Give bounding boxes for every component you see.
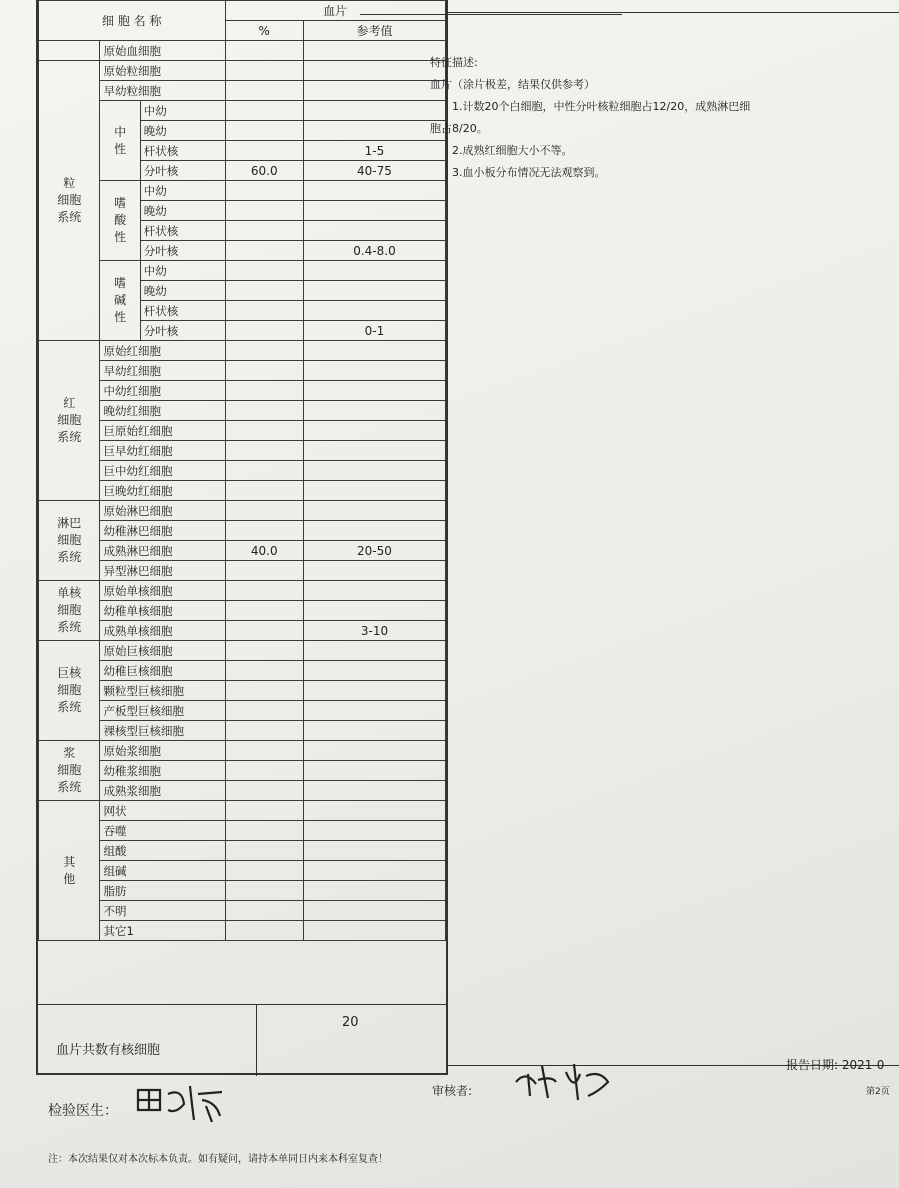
page-mark: 第2页 <box>866 1087 890 1097</box>
table-row <box>39 401 446 421</box>
cell-name: 幼稚单核细胞 <box>100 601 225 621</box>
percent-value <box>225 321 303 341</box>
cell-name: 成熟浆细胞 <box>100 781 225 801</box>
percent-value <box>225 561 303 581</box>
group-label: 单核 细胞 系统 <box>39 581 100 641</box>
percent-value <box>225 741 303 761</box>
percent-value <box>225 801 303 821</box>
header-reference: 参考值 <box>303 21 445 41</box>
table-row <box>39 701 446 721</box>
table-row <box>39 181 446 201</box>
cell-name: 巨早幼红细胞 <box>100 441 225 461</box>
group-label: 巨核 细胞 系统 <box>39 641 100 741</box>
cell-name: 其它1 <box>100 921 225 941</box>
table-row <box>39 881 446 901</box>
percent-value <box>225 901 303 921</box>
cell-name: 早幼粒细胞 <box>100 81 225 101</box>
subgroup-label: 中 性 <box>100 101 140 181</box>
total-nucleated-row <box>36 1004 448 1075</box>
description-item: 3.血小板分布情况无法观察到。 <box>452 166 606 179</box>
reference-value <box>303 221 445 241</box>
cell-name: 分叶核 <box>140 161 225 181</box>
percent-value <box>225 701 303 721</box>
percent-value <box>225 241 303 261</box>
cell-name: 幼稚巨核细胞 <box>100 661 225 681</box>
cell-name: 杆状核 <box>140 221 225 241</box>
table-row <box>39 421 446 441</box>
cell-name: 原始单核细胞 <box>100 581 225 601</box>
percent-value <box>225 401 303 421</box>
cell-name: 组碱 <box>100 861 225 881</box>
percent-value <box>225 221 303 241</box>
reference-value <box>303 881 445 901</box>
table-row <box>39 821 446 841</box>
reference-value <box>303 421 445 441</box>
table-row <box>39 901 446 921</box>
table-row <box>39 601 446 621</box>
table-row <box>39 341 446 361</box>
percent-value <box>225 601 303 621</box>
percent-value <box>225 341 303 361</box>
percent-value <box>225 681 303 701</box>
reference-value <box>303 41 445 61</box>
total-divider <box>256 1005 257 1076</box>
report-date: 报告日期: 2021-0 <box>786 1058 885 1072</box>
reference-value <box>303 701 445 721</box>
header-row <box>39 1 446 21</box>
table-row <box>39 561 446 581</box>
table-row <box>39 521 446 541</box>
group-label: 淋巴 细胞 系统 <box>39 501 100 581</box>
table-row <box>39 921 446 941</box>
percent-value <box>225 101 303 121</box>
total-value: 20 <box>342 1015 359 1030</box>
reference-value <box>303 561 445 581</box>
table-row <box>39 741 446 761</box>
cell-name: 杆状核 <box>140 301 225 321</box>
description-item: 1.计数20个白细胞，中性分叶核粒细胞占12/20，成熟淋巴细 <box>452 100 751 113</box>
table-row <box>39 61 446 81</box>
percent-value <box>225 421 303 441</box>
cell-name: 幼稚淋巴细胞 <box>100 521 225 541</box>
percent-value <box>225 441 303 461</box>
percent-value <box>225 661 303 681</box>
table-row <box>39 721 446 741</box>
percent-value <box>225 501 303 521</box>
percent-value <box>225 481 303 501</box>
percent-value <box>225 81 303 101</box>
percent-value <box>225 521 303 541</box>
reference-value <box>303 661 445 681</box>
cell-name: 中幼 <box>140 101 225 121</box>
table-row <box>39 501 446 521</box>
cell-count-table-frame <box>36 0 448 1075</box>
table-row <box>39 841 446 861</box>
cell-name: 中幼 <box>140 261 225 281</box>
feature-description <box>430 52 870 184</box>
percent-value <box>225 841 303 861</box>
doctor-signature <box>132 1076 232 1126</box>
footer-note: 注：本次结果仅对本次标本负责。如有疑问，请持本单同日内来本科室复查！ <box>48 1154 388 1165</box>
reference-value <box>303 121 445 141</box>
description-item: 2.成熟红细胞大小不等。 <box>452 144 573 157</box>
table-row <box>39 461 446 481</box>
reference-value <box>303 741 445 761</box>
percent-value <box>225 641 303 661</box>
description-item: 胞占8/20。 <box>430 122 488 135</box>
cell-name: 脂肪 <box>100 881 225 901</box>
reference-value <box>303 101 445 121</box>
reference-value <box>303 301 445 321</box>
header-percent: % <box>225 21 303 41</box>
table-row <box>39 581 446 601</box>
table-row <box>39 381 446 401</box>
cell-name: 杆状核 <box>140 141 225 161</box>
reference-value <box>303 681 445 701</box>
percent-value <box>225 41 303 61</box>
reference-value <box>303 601 445 621</box>
cell-name: 产板型巨核细胞 <box>100 701 225 721</box>
percent-value: 60.0 <box>225 161 303 181</box>
cell-count-table <box>38 0 446 941</box>
table-row <box>39 641 446 661</box>
reference-value <box>303 281 445 301</box>
reference-value <box>303 781 445 801</box>
percent-value <box>225 381 303 401</box>
description-subtitle: 血片（涂片极差，结果仅供参考） <box>430 78 595 91</box>
reference-value <box>303 721 445 741</box>
percent-value <box>225 921 303 941</box>
percent-value <box>225 721 303 741</box>
cell-name: 分叶核 <box>140 321 225 341</box>
percent-value <box>225 861 303 881</box>
cell-name: 巨原始红细胞 <box>100 421 225 441</box>
cell-name: 晚幼 <box>140 201 225 221</box>
cell-name: 巨晚幼红细胞 <box>100 481 225 501</box>
reference-value <box>303 521 445 541</box>
reference-value <box>303 581 445 601</box>
reference-value <box>303 401 445 421</box>
table-row <box>39 541 446 561</box>
cell-name: 中幼 <box>140 181 225 201</box>
header-blood-smear: 血片 <box>225 1 445 21</box>
header-cell-name: 细 胞 名 称 <box>39 1 226 41</box>
subgroup-label: 嗜 酸 性 <box>100 181 140 261</box>
reference-value <box>303 61 445 81</box>
table-row <box>39 41 446 61</box>
reference-value <box>303 901 445 921</box>
table-row <box>39 441 446 461</box>
cell-name: 原始红细胞 <box>100 341 225 361</box>
reference-value <box>303 821 445 841</box>
table-row <box>39 261 446 281</box>
cell-name: 成熟淋巴细胞 <box>100 541 225 561</box>
reference-value: 40-75 <box>303 161 445 181</box>
reference-value: 0-1 <box>303 321 445 341</box>
reference-value <box>303 921 445 941</box>
percent-value <box>225 361 303 381</box>
cell-name: 晚幼 <box>140 121 225 141</box>
cell-name: 裸核型巨核细胞 <box>100 721 225 741</box>
cell-name: 组酸 <box>100 841 225 861</box>
reference-value <box>303 201 445 221</box>
cell-name: 中幼红细胞 <box>100 381 225 401</box>
percent-value <box>225 821 303 841</box>
percent-value <box>225 881 303 901</box>
percent-value <box>225 581 303 601</box>
percent-value: 40.0 <box>225 541 303 561</box>
table-row <box>39 681 446 701</box>
reference-value <box>303 381 445 401</box>
percent-value <box>225 61 303 81</box>
percent-value <box>225 181 303 201</box>
reference-value: 3-10 <box>303 621 445 641</box>
cell-name: 幼稚浆细胞 <box>100 761 225 781</box>
doctor-label: 检验医生： <box>48 1103 118 1119</box>
cell-name: 异型淋巴细胞 <box>100 561 225 581</box>
total-label: 血片共数有核细胞 <box>56 1043 161 1058</box>
reference-value <box>303 261 445 281</box>
table-row <box>39 661 446 681</box>
percent-value <box>225 121 303 141</box>
reference-value <box>303 801 445 821</box>
cell-name: 晚幼 <box>140 281 225 301</box>
cell-name: 巨中幼红细胞 <box>100 461 225 481</box>
cell-name: 早幼红细胞 <box>100 361 225 381</box>
reference-value <box>303 501 445 521</box>
table-row <box>39 781 446 801</box>
group-label: 粒 细胞 系统 <box>39 61 100 341</box>
table-row <box>39 101 446 121</box>
reference-value <box>303 761 445 781</box>
cell-name: 不明 <box>100 901 225 921</box>
cell-name: 分叶核 <box>140 241 225 261</box>
percent-value <box>225 781 303 801</box>
table-row <box>39 861 446 881</box>
cell-name: 原始粒细胞 <box>100 61 225 81</box>
cell-name: 颗粒型巨核细胞 <box>100 681 225 701</box>
cell-name: 原始巨核细胞 <box>100 641 225 661</box>
reference-value <box>303 861 445 881</box>
reference-value <box>303 481 445 501</box>
percent-value <box>225 281 303 301</box>
cell-name: 吞噬 <box>100 821 225 841</box>
percent-value <box>225 761 303 781</box>
reviewer-label: 审核者: <box>432 1084 473 1098</box>
reference-value: 1-5 <box>303 141 445 161</box>
description-title: 特征描述: <box>430 56 478 69</box>
group-label: 浆 细胞 系统 <box>39 741 100 801</box>
table-row <box>39 621 446 641</box>
table-row <box>39 801 446 821</box>
group-label <box>39 41 100 61</box>
reference-value <box>303 441 445 461</box>
reference-value: 0.4-8.0 <box>303 241 445 261</box>
reference-value <box>303 841 445 861</box>
percent-value <box>225 141 303 161</box>
group-label: 红 细胞 系统 <box>39 341 100 501</box>
reference-value <box>303 361 445 381</box>
reference-value: 20-50 <box>303 541 445 561</box>
reference-value <box>303 641 445 661</box>
reference-value <box>303 181 445 201</box>
table-row <box>39 481 446 501</box>
cell-name: 原始血细胞 <box>100 41 225 61</box>
percent-value <box>225 461 303 481</box>
percent-value <box>225 261 303 281</box>
cell-name: 原始淋巴细胞 <box>100 501 225 521</box>
cell-name: 成熟单核细胞 <box>100 621 225 641</box>
cell-name: 原始浆细胞 <box>100 741 225 761</box>
percent-value <box>225 201 303 221</box>
table-row <box>39 361 446 381</box>
group-label: 其 他 <box>39 801 100 941</box>
cell-name: 网状 <box>100 801 225 821</box>
reference-value <box>303 461 445 481</box>
table-row <box>39 81 446 101</box>
reference-value <box>303 81 445 101</box>
cell-name: 晚幼红细胞 <box>100 401 225 421</box>
reference-value <box>303 341 445 361</box>
percent-value <box>225 621 303 641</box>
percent-value <box>225 301 303 321</box>
reviewer-signature <box>508 1052 618 1104</box>
table-row <box>39 761 446 781</box>
subgroup-label: 嗜 碱 性 <box>100 261 140 341</box>
